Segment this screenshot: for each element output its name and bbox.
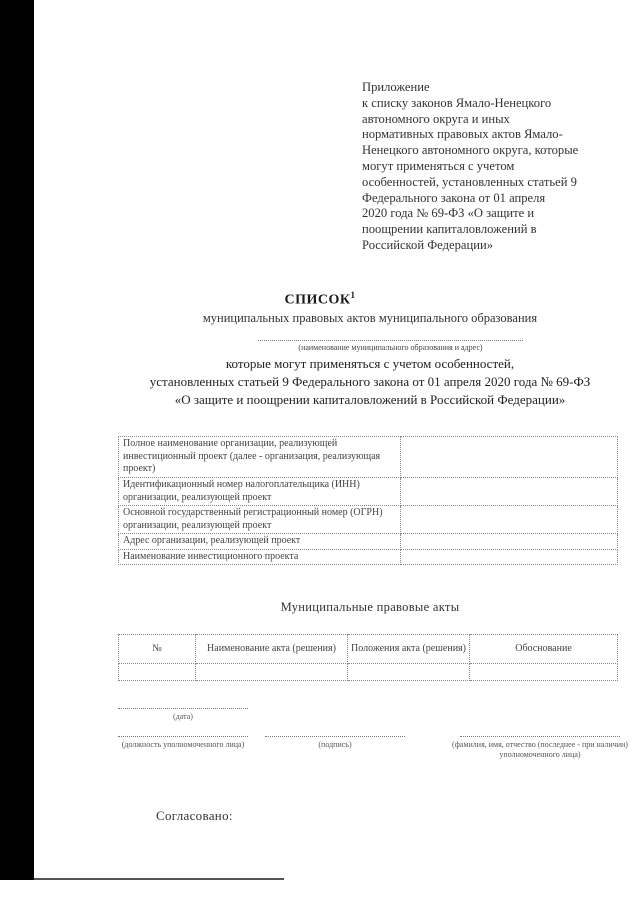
appendix-line: поощрении капиталовложений в [362, 222, 537, 237]
position-caption: (должность уполномоченного лица) [121, 740, 245, 749]
appendix-line: Российской Федерации» [362, 237, 493, 252]
appendix-line: Федерального закона от 01 апреля [362, 190, 546, 205]
appendix-header [362, 80, 624, 254]
table-cell [119, 664, 196, 681]
column-header-act-name: Наименование акта (решения) [196, 635, 348, 664]
table-row [119, 664, 618, 681]
title-text: СПИСОК [284, 292, 351, 308]
table-row [119, 437, 618, 478]
table-value-cell [401, 437, 618, 478]
table-row [119, 478, 618, 506]
appendix-line: Приложение [362, 80, 430, 94]
heading-line: которые могут применяться с учетом особенностей, [225, 356, 515, 371]
column-header-act-provisions: Положения акта (решения) [348, 635, 470, 664]
title-footnote-mark: 1 [350, 290, 356, 300]
table-label-cell: Адрес организации, реализующей проект [119, 534, 401, 550]
table-label-cell: Основной государственный регистрационный номер (ОГРН) организации, реализующей проект [119, 506, 401, 534]
table-row [119, 549, 618, 565]
signature-caption: (подпись) [318, 740, 352, 749]
appendix-line: Ненецкого автономного округа, которые [362, 143, 579, 158]
document-title [0, 290, 640, 309]
appendix-line: к списку законов Ямало-Ненецкого [362, 95, 552, 110]
municipality-blank-caption: (наименование муниципального образования и адрес) [298, 343, 483, 352]
table-value-cell [401, 506, 618, 534]
document-subtitle: муниципальных правовых актов муниципального образования [202, 311, 538, 325]
table-row [119, 534, 618, 550]
table-label-cell: Идентификационный номер налогоплательщика (ИНН) организации, реализующей проект [119, 478, 401, 506]
bottom-divider [34, 878, 284, 880]
acts-section-title: Муниципальные правовые акты [280, 600, 460, 614]
position-line [118, 736, 248, 737]
table-value-cell [401, 478, 618, 506]
organization-info-table [118, 436, 618, 565]
date-caption: (дата) [173, 712, 193, 721]
column-header-justification: Обоснование [470, 635, 618, 664]
appendix-line: особенностей, установленных статьей 9 [362, 174, 577, 189]
appendix-line: автономного округа и иных [362, 111, 510, 126]
legal-acts-table [118, 634, 618, 681]
scan-edge [0, 0, 34, 880]
signature-line [265, 736, 405, 737]
table-cell [470, 664, 618, 681]
table-row [119, 506, 618, 534]
full-name-caption: (фамилия, имя, отчество (последнее - при наличии) уполномоченного лица) [452, 740, 628, 759]
table-header-row [119, 635, 618, 664]
appendix-line: могут применяться с учетом [362, 158, 515, 173]
appendix-line: нормативных правовых актов Ямало- [362, 127, 563, 142]
table-value-cell [401, 549, 618, 565]
appendix-line: 2020 года № 69-ФЗ «О защите и [362, 206, 535, 221]
full-name-line [460, 736, 620, 737]
agreed-label: Согласовано: [156, 808, 233, 823]
table-cell [348, 664, 470, 681]
heading-line: установленных статьей 9 Федерального закона от 01 апреля 2020 года № 69-ФЗ [149, 374, 591, 389]
date-line [118, 708, 248, 709]
heading-line: «О защите и поощрении капиталовложений в Российской Федерации» [174, 392, 566, 407]
column-header-number: № [119, 635, 196, 664]
municipality-blank-line [258, 340, 523, 341]
table-label-cell: Наименование инвестиционного проекта [119, 549, 401, 565]
table-cell [196, 664, 348, 681]
table-value-cell [401, 534, 618, 550]
table-label-cell: Полное наименование организации, реализующей инвестиционный проект (далее - организация, реализующая проект) [119, 437, 401, 478]
